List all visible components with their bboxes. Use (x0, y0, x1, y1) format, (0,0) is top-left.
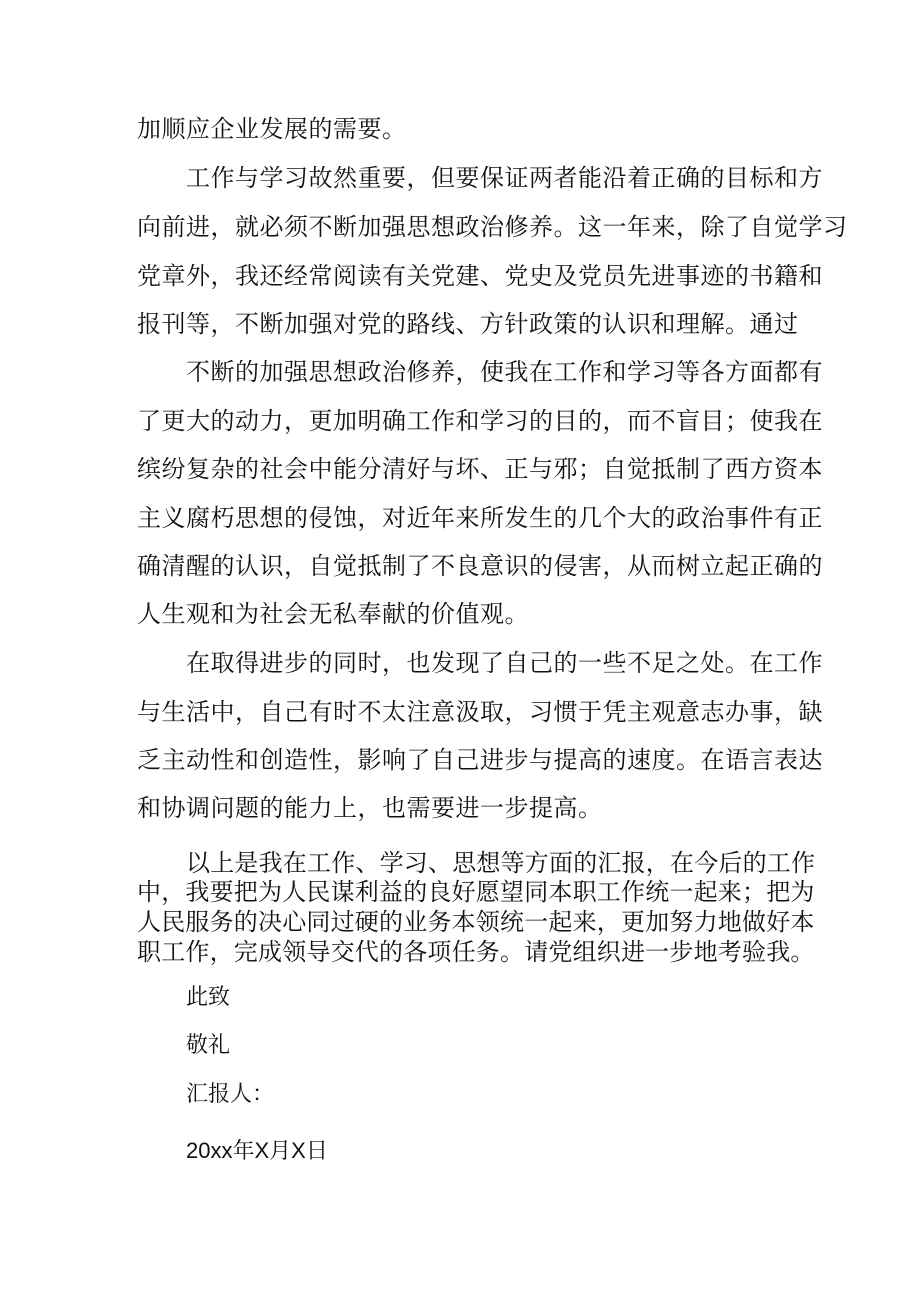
paragraph-line: 主义腐朽思想的侵蚀，对近年来所发生的几个大的政治事件有正 (137, 504, 823, 532)
paragraph-line: 党章外，我还经常阅读有关党建、党史及党员先进事迹的书籍和 (137, 262, 823, 290)
paragraph-line: 人生观和为社会无私奉献的价值观。 (137, 600, 529, 628)
paragraph-line: 报刊等，不断加强对党的路线、方针政策的认识和理解。通过 (137, 310, 799, 338)
paragraph-line: 工作与学习故然重要，但要保证两者能沿着正确的目标和方 (186, 164, 823, 192)
paragraph-line: 人民服务的决心同过硬的业务本领统一起来，更加努力地做好本 (137, 908, 815, 936)
paragraph-line: 了更大的动力，更加明确工作和学习的目的，而不盲目；使我在 (137, 407, 823, 435)
paragraph-line: 确清醒的认识，自觉抵制了不良意识的侵害，从而树立起正确的 (137, 552, 823, 580)
paragraph-line: 乏主动性和创造性，影响了自己进步与提高的速度。在语言表达 (137, 746, 823, 774)
report-date: 20xx年X月X日 (186, 1138, 328, 1163)
regards: 敬礼 (186, 1033, 231, 1058)
paragraph-line: 在取得进步的同时，也发现了自己的一些不足之处。在工作 (186, 649, 823, 677)
paragraph-line: 与生活中，自己有时不太注意汲取，习惯于凭主观意志办事，缺 (137, 698, 823, 726)
paragraph-line: 中，我要把为人民谋利益的良好愿望同本职工作统一起来；把为 (137, 878, 815, 906)
paragraph-line: 加顺应企业发展的需要。 (137, 115, 407, 143)
paragraph-line: 缤纷复杂的社会中能分清好与坏、正与邪；自觉抵制了西方资本 (137, 455, 823, 483)
paragraph-line: 以上是我在工作、学习、思想等方面的汇报，在今后的工作 (186, 849, 816, 877)
paragraph-line: 向前进，就必须不断加强思想政治修养。这一年来，除了自觉学习 (137, 213, 848, 241)
paragraph-line: 不断的加强思想政治修养，使我在工作和学习等各方面都有 (186, 358, 823, 386)
reporter-label: 汇报人： (186, 1082, 275, 1107)
paragraph-line: 职工作，完成领导交代的各项任务。请党组织进一步地考验我。 (137, 938, 815, 966)
salutation: 此致 (186, 985, 231, 1010)
paragraph-line: 和协调问题的能力上，也需要进一步提高。 (137, 794, 603, 822)
